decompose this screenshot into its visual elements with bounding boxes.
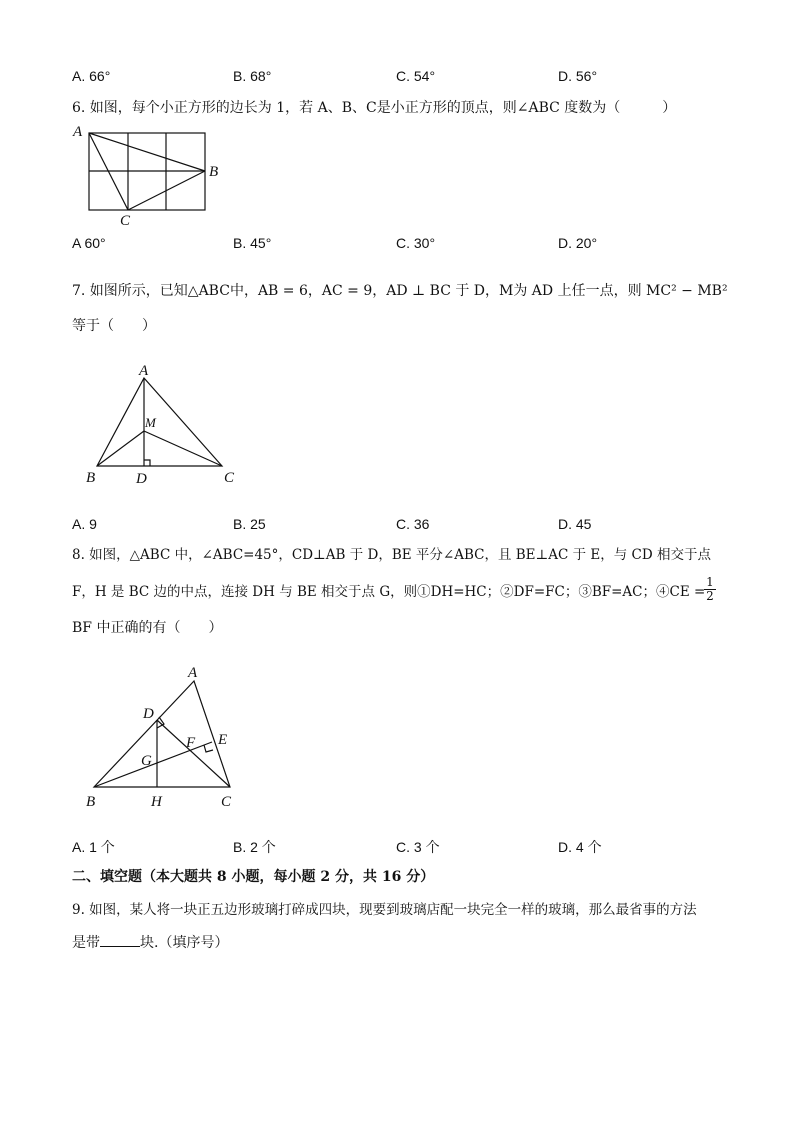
q9-stem-line2 bbox=[72, 933, 228, 952]
q6-label-a: A bbox=[73, 124, 83, 140]
q8-label-d: D bbox=[143, 706, 154, 722]
q8-right-angle-mark-e bbox=[204, 745, 213, 752]
q8-option-b: B. 2 个 bbox=[233, 839, 276, 855]
q8-label-c: C bbox=[221, 794, 232, 810]
q7-option-b: B. 25 bbox=[233, 516, 266, 532]
q7-label-m: M bbox=[145, 415, 156, 430]
q7-option-a: A. 9 bbox=[72, 516, 97, 532]
q8-triangle-abc bbox=[94, 681, 230, 787]
q8-option-a: A. 1 个 bbox=[72, 839, 115, 855]
q8-stem-line3: BF 中正确的有（ ） bbox=[72, 620, 223, 636]
q5-option-b: B. 68° bbox=[233, 68, 272, 84]
q8-option-c: C. 3 个 bbox=[396, 839, 440, 855]
q7-stem: 7. 如图所示，已知△ABC中，AB = 6，AC = 9，AD ⊥ BC 于 D，M为 AD 上任一点，则 MC² − MB² bbox=[72, 283, 728, 299]
q8-label-h: H bbox=[151, 794, 162, 810]
q7-label-a: A bbox=[139, 363, 149, 379]
q8-label-b: B bbox=[86, 794, 96, 810]
q9-stem-prefix: 是带 bbox=[72, 935, 100, 951]
q7-label-d: D bbox=[136, 471, 147, 487]
q6-option-a: A 60° bbox=[72, 235, 106, 251]
q7-option-d: D. 45 bbox=[558, 516, 592, 532]
q7-stem-line2: 等于（ ） bbox=[72, 318, 156, 334]
q8-label-e: E bbox=[218, 732, 228, 748]
q8-label-f: F bbox=[186, 735, 196, 751]
q8-stem-line2: F，H 是 BC 边的中点，连接 DH 与 BE 相交于点 G，则①DH=HC；②DF=FC；③BF=AC；④CE = bbox=[72, 584, 706, 600]
q5-option-a: A. 66° bbox=[72, 68, 111, 84]
q5-option-d: D. 56° bbox=[558, 68, 598, 84]
q8-fraction-denominator: 2 bbox=[704, 589, 716, 603]
q8-stem-line1: 8. 如图，△ABC 中，∠ABC=45°，CD⊥AB 于 D，BE 平分∠ABC，且 BE⊥AC 于 E，与 CD 相交于点 bbox=[72, 547, 711, 563]
q9-stem-suffix: 块.（填序号） bbox=[140, 935, 229, 951]
q9-answer-blank[interactable] bbox=[100, 933, 140, 947]
q6-label-b: B bbox=[209, 164, 219, 180]
q6-option-b: B. 45° bbox=[233, 235, 272, 251]
q6-label-c: C bbox=[120, 213, 131, 229]
q8-label-a: A bbox=[188, 665, 198, 681]
section-2-title: 二、填空题（本大题共 8 小题，每小题 2 分，共 16 分） bbox=[72, 869, 435, 885]
q5-option-c: C. 54° bbox=[396, 68, 436, 84]
q9-stem-line1: 9. 如图，某人将一块正五边形玻璃打碎成四块，现要到玻璃店配一块完全一样的玻璃，那么最省事的方法 bbox=[72, 902, 697, 918]
q7-label-b: B bbox=[86, 470, 96, 486]
q7-label-c: C bbox=[224, 470, 235, 486]
q6-stem: 6. 如图，每个小正方形的边长为 1，若 A、B、C是小正方形的顶点，则∠ABC 度数为（ ） bbox=[72, 100, 677, 116]
q8-fraction-numerator: 1 bbox=[706, 575, 714, 589]
q6-option-c: C. 30° bbox=[396, 235, 436, 251]
q8-label-g: G bbox=[141, 753, 152, 769]
q7-option-c: C. 36 bbox=[396, 516, 430, 532]
q6-option-d: D. 20° bbox=[558, 235, 598, 251]
q8-option-d: D. 4 个 bbox=[558, 839, 602, 855]
